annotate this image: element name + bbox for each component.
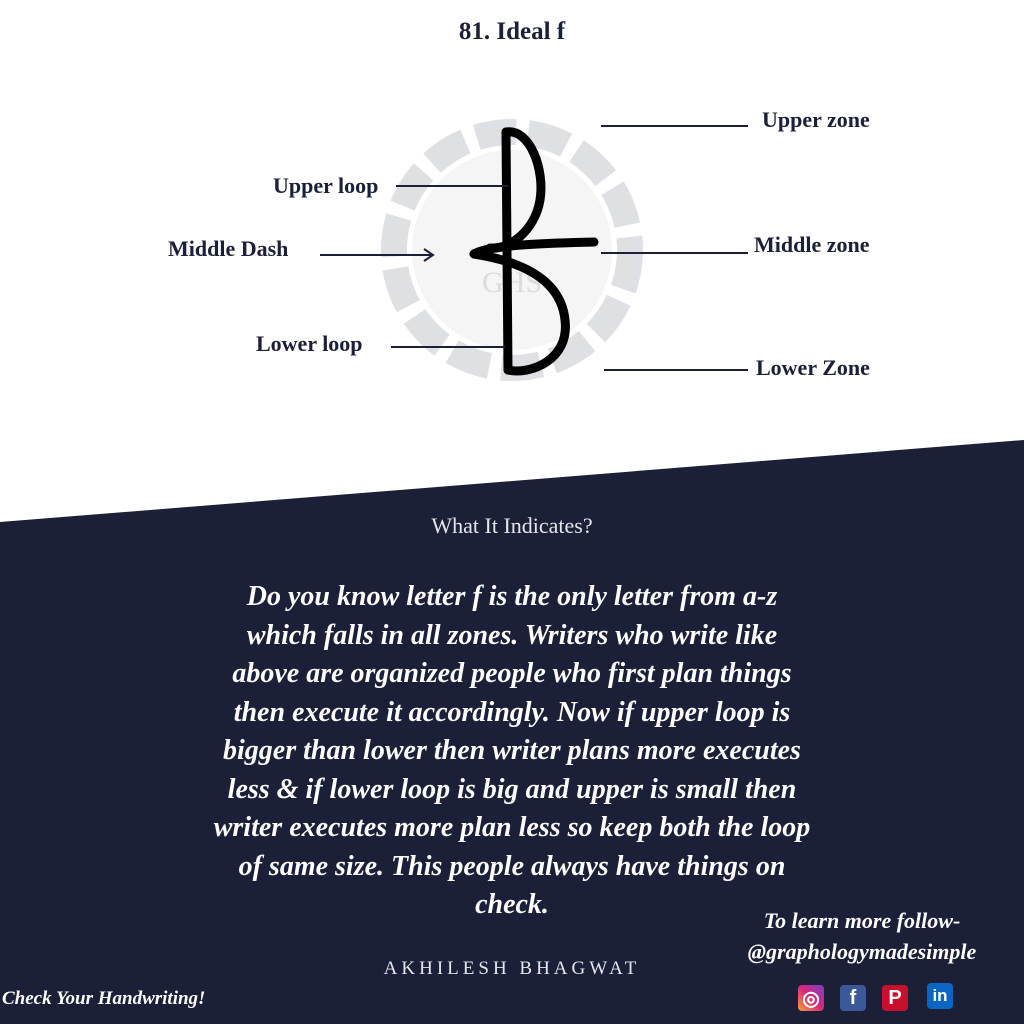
linkedin-icon[interactable]: in bbox=[927, 983, 953, 1009]
call-to-action: Check Your Handwriting! bbox=[2, 988, 206, 1009]
label-upper-zone: Upper zone bbox=[762, 107, 870, 132]
social-handle[interactable]: @graphologymadesimple bbox=[747, 939, 977, 964]
paragraph-line: less & if lower loop is big and upper is small then bbox=[227, 773, 797, 805]
label-middle-zone: Middle zone bbox=[754, 232, 870, 257]
label-lower-zone: Lower Zone bbox=[756, 355, 870, 380]
label-lower-loop: Lower loop bbox=[256, 331, 363, 356]
page-title: 81. Ideal f bbox=[458, 18, 566, 45]
label-middle-dash: Middle Dash bbox=[168, 236, 289, 261]
svg-text:GHS: GHS bbox=[481, 266, 543, 299]
follow-text: To learn more follow- bbox=[763, 908, 961, 933]
paragraph-line: above are organized people who first plan things bbox=[232, 658, 792, 689]
instagram-icon[interactable]: ◎ bbox=[798, 985, 824, 1011]
paragraph-line: then execute it accordingly. Now if upper loop is bbox=[233, 696, 791, 728]
label-upper-loop: Upper loop bbox=[273, 173, 379, 198]
paragraph-line: check. bbox=[475, 889, 549, 920]
facebook-icon[interactable]: f bbox=[840, 985, 866, 1011]
paragraph-line: writer executes more plan less so keep both the loop bbox=[213, 812, 811, 843]
author-name: AKHILESH BHAGWAT bbox=[383, 958, 641, 979]
paragraph-line: of same size. This people always have things on bbox=[238, 850, 786, 882]
pinterest-icon[interactable]: P bbox=[882, 985, 908, 1011]
paragraph-line: which falls in all zones. Writers who write like bbox=[246, 619, 778, 651]
paragraph-line: bigger than lower then writer plans more executes bbox=[223, 735, 801, 766]
description-paragraph bbox=[130, 578, 894, 925]
paragraph-line: Do you know letter f is the only letter from a-z bbox=[246, 581, 778, 612]
section-heading: What It Indicates? bbox=[431, 513, 593, 538]
